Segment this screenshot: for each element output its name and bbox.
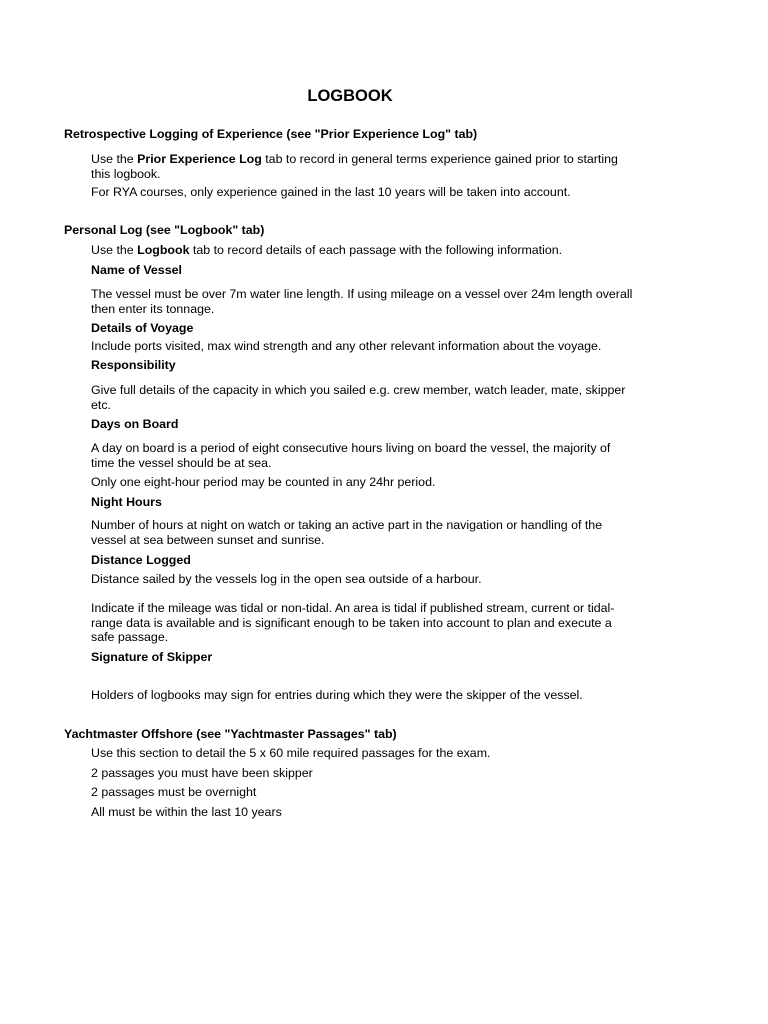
personal-intro-post: tab to record details of each passage with the following information. xyxy=(189,243,563,257)
retro-p1-post: tab to record in general terms experience gained prior to starting this logbook. xyxy=(91,152,618,181)
retro-paragraph-2: For RYA courses, only experience gained in the last 10 years will be taken into account. xyxy=(91,185,571,199)
personal-intro xyxy=(91,243,562,258)
signature-text: Holders of logbooks may sign for entries during which they were the skipper of the vessel. xyxy=(91,688,583,702)
night-heading: Night Hours xyxy=(91,495,162,509)
vessel-text: The vessel must be over 7m water line length. If using mileage on a vessel over 24m length overall then enter its tonnage. xyxy=(91,287,633,316)
days-text-1: A day on board is a period of eight consecutive hours living on board the vessel, the majority of time the vessel should be at sea. xyxy=(91,441,611,470)
responsibility-heading: Responsibility xyxy=(91,358,176,372)
yachtmaster-line: All must be within the last 10 years xyxy=(91,805,282,819)
distance-text-1: Distance sailed by the vessels log in the open sea outside of a harbour. xyxy=(91,572,482,586)
distance-heading: Distance Logged xyxy=(91,553,191,567)
retro-heading: Retrospective Logging of Experience (see "Prior Experience Log" tab) xyxy=(64,127,478,141)
vessel-heading: Name of Vessel xyxy=(91,263,182,277)
retro-p1-bold: Prior Experience Log xyxy=(137,152,262,166)
signature-heading: Signature of Skipper xyxy=(91,650,213,664)
retro-p1-pre: Use the xyxy=(91,152,138,166)
yachtmaster-line: 2 passages you must have been skipper xyxy=(91,766,313,780)
days-text-2: Only one eight-hour period may be counted in any 24hr period. xyxy=(91,475,436,489)
distance-text-2: Indicate if the mileage was tidal or non-tidal. An area is tidal if published stream, current or tidal-range data is available and is significant enough to be taken into account to plan and execute a safe passage. xyxy=(91,601,615,644)
yachtmaster-line: Use this section to detail the 5 x 60 mile required passages for the exam. xyxy=(91,746,491,760)
voyage-text: Include ports visited, max wind strength and any other relevant information about the voyage. xyxy=(91,339,602,353)
voyage-heading: Details of Voyage xyxy=(91,321,194,335)
retro-paragraph-1 xyxy=(91,152,636,181)
responsibility-text: Give full details of the capacity in which you sailed e.g. crew member, watch leader, mate, skipper etc. xyxy=(91,383,626,412)
personal-intro-bold: Logbook xyxy=(137,243,190,257)
days-heading: Days on Board xyxy=(91,417,179,431)
page-title: LOGBOOK xyxy=(307,87,393,105)
personal-heading: Personal Log (see "Logbook" tab) xyxy=(64,223,265,237)
personal-intro-pre: Use the xyxy=(91,243,138,257)
yachtmaster-line: 2 passages must be overnight xyxy=(91,785,257,799)
night-text: Number of hours at night on watch or taking an active part in the navigation or handling of the vessel at sea between sunset and sunrise. xyxy=(91,518,603,547)
yachtmaster-heading: Yachtmaster Offshore (see "Yachtmaster Passages" tab) xyxy=(64,727,397,741)
